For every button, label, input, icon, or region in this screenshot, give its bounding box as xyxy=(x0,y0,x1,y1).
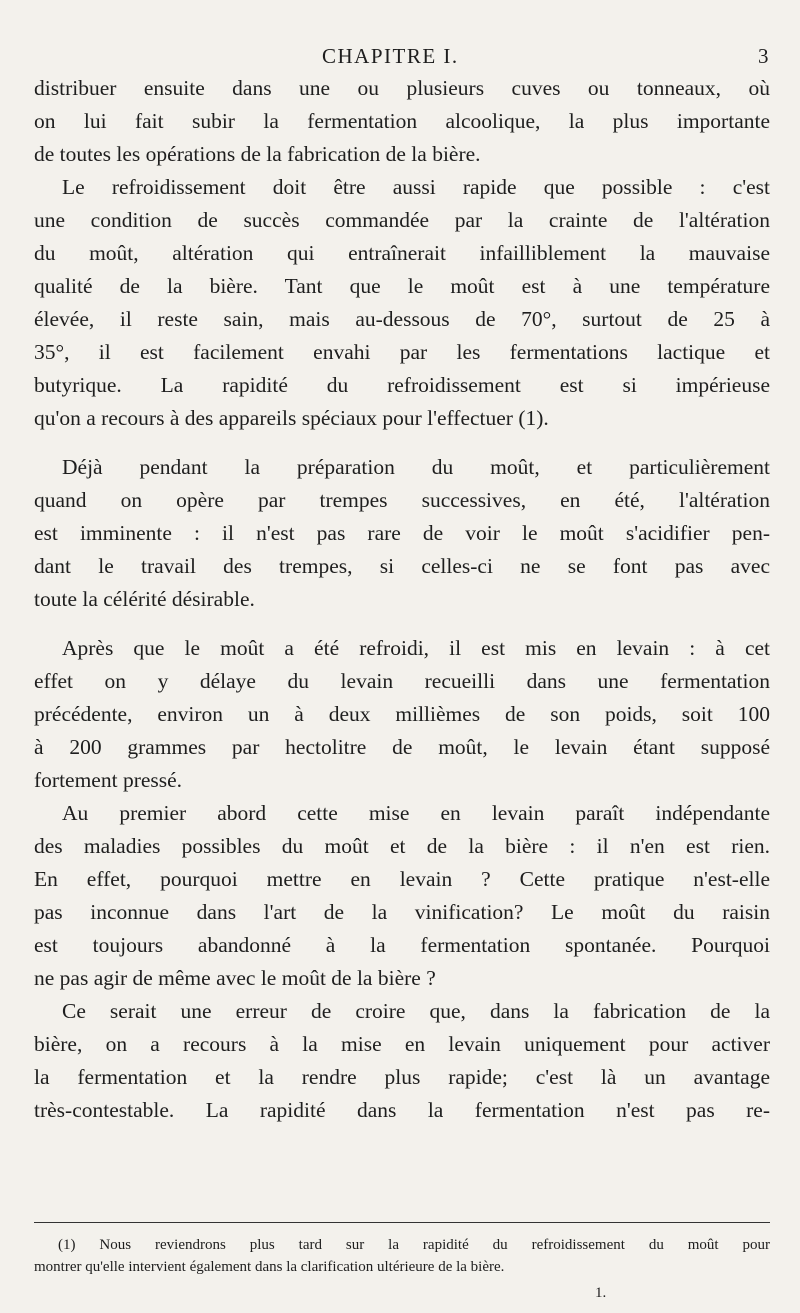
text-line: on lui fait subir la fermentation alcoolique, la plus importante xyxy=(34,109,770,133)
paragraph-refroidissement xyxy=(34,171,770,435)
text-line: ne pas agir de même avec le moût de la bière ? xyxy=(34,966,436,990)
paragraph-levain xyxy=(34,632,770,797)
text-line: de toutes les opérations de la fabrication de la bière. xyxy=(34,142,481,166)
paragraph-continued xyxy=(34,72,770,171)
text-line: distribuer ensuite dans une ou plusieurs cuves ou tonneaux, où xyxy=(34,76,770,100)
text-line: dant le travail des trempes, si celles-ci ne se font pas avec xyxy=(34,554,770,578)
chapter-title: CHAPITRE I. xyxy=(322,44,459,68)
paragraph-preparation xyxy=(34,451,770,616)
text-line: Déjà pendant la préparation du moût, et particulièrement xyxy=(62,455,770,479)
text-line: des maladies possibles du moût et de la bière : il n'en est rien. xyxy=(34,834,770,858)
footnote-line: montrer qu'elle intervient également dans la clarification ultérieure de la bière. xyxy=(34,1259,505,1275)
running-head xyxy=(0,44,800,74)
text-line: très-contestable. La rapidité dans la fermentation n'est pas re- xyxy=(34,1098,770,1122)
signature-mark: 1. xyxy=(595,1285,607,1301)
text-line: du moût, altération qui entraînerait infailliblement la mauvaise xyxy=(34,241,770,265)
body-text xyxy=(34,72,770,1127)
text-line: toute la célérité désirable. xyxy=(34,587,255,611)
text-line: fortement pressé. xyxy=(34,768,183,792)
text-line: Ce serait une erreur de croire que, dans la fabrication de la xyxy=(62,999,770,1023)
text-line: effet on y délaye du levain recueilli dans une fermentation xyxy=(34,669,770,693)
paragraph-gap xyxy=(34,616,770,632)
text-line: précédente, environ un à deux millièmes de son poids, soit 100 xyxy=(34,702,770,726)
text-line: est imminente : il n'est pas rare de voir le moût s'acidifier pen- xyxy=(34,521,770,545)
text-line: pas inconnue dans l'art de la vinification? Le moût du raisin xyxy=(34,900,770,924)
text-line: Le refroidissement doit être aussi rapide que possible : c'est xyxy=(62,175,770,199)
paragraph-gap xyxy=(34,435,770,451)
text-line: qualité de la bière. Tant que le moût est à une température xyxy=(34,274,770,298)
text-line: quand on opère par trempes successives, en été, l'altération xyxy=(34,488,770,512)
text-line: Après que le moût a été refroidi, il est mis en levain : à cet xyxy=(62,636,770,660)
text-line: 35°, il est facilement envahi par les fermentations lactique et xyxy=(34,340,770,364)
footnote-line: (1) Nous reviendrons plus tard sur la rapidité du refroidissement du moût pour xyxy=(58,1237,770,1253)
text-line: En effet, pourquoi mettre en levain ? Cette pratique n'est-elle xyxy=(34,867,770,891)
page-number: 3 xyxy=(758,44,769,68)
text-line: à 200 grammes par hectolitre de moût, le levain étant supposé xyxy=(34,735,770,759)
text-line: est toujours abandonné à la fermentation spontanée. Pourquoi xyxy=(34,933,770,957)
paragraph-premier-abord xyxy=(34,797,770,995)
text-line: butyrique. La rapidité du refroidissement est si impérieuse xyxy=(34,373,770,397)
text-line: qu'on a recours à des appareils spéciaux pour l'effectuer (1). xyxy=(34,406,549,430)
paragraph-erreur xyxy=(34,995,770,1127)
text-line: élevée, il reste sain, mais au-dessous de 70°, surtout de 25 à xyxy=(34,307,770,331)
text-line: une condition de succès commandée par la crainte de l'altération xyxy=(34,208,770,232)
text-line: bière, on a recours à la mise en levain uniquement pour activer xyxy=(34,1032,770,1056)
footnote-divider xyxy=(34,1222,770,1223)
text-line: Au premier abord cette mise en levain paraît indépendante xyxy=(62,801,770,825)
text-line: la fermentation et la rendre plus rapide; c'est là un avantage xyxy=(34,1065,770,1089)
footnote xyxy=(34,1234,770,1278)
